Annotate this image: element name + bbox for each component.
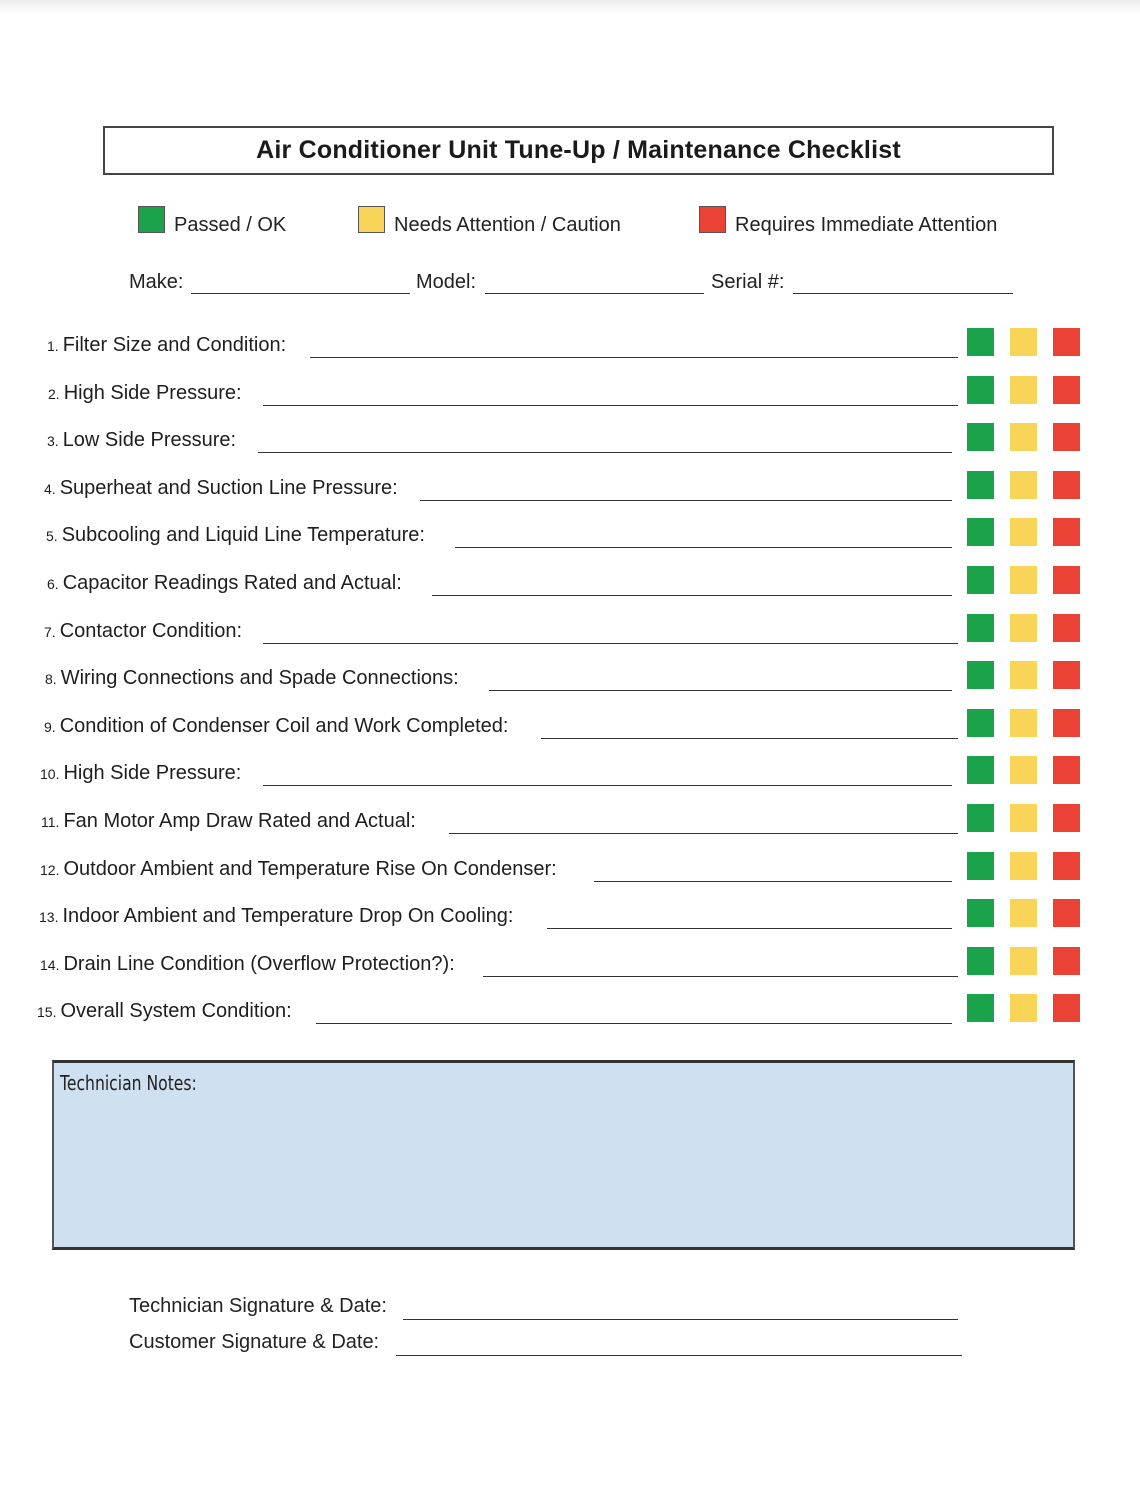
checklist-item-label bbox=[44, 477, 398, 500]
checklist-item-text: Fan Motor Amp Draw Rated and Actual: bbox=[63, 810, 416, 832]
customer-signature-field[interactable] bbox=[396, 1355, 962, 1356]
checklist-item-text: Wiring Connections and Spade Connections: bbox=[60, 667, 459, 689]
checklist-item-field[interactable] bbox=[489, 690, 952, 691]
checklist-item bbox=[0, 709, 1140, 743]
checklist-item-number: 1. bbox=[47, 338, 59, 354]
status-urgent-box[interactable] bbox=[1053, 994, 1080, 1022]
status-urgent-box[interactable] bbox=[1053, 852, 1080, 880]
status-caution-box[interactable] bbox=[1010, 661, 1037, 689]
checklist-item-number: 7. bbox=[44, 624, 56, 640]
status-caution-box[interactable] bbox=[1010, 947, 1037, 975]
legend-yellow-swatch bbox=[358, 206, 385, 233]
checklist-item-number: 11. bbox=[41, 814, 60, 830]
make-label: Make: bbox=[129, 271, 184, 293]
status-urgent-box[interactable] bbox=[1053, 614, 1080, 642]
checklist-item-text: Contactor Condition: bbox=[59, 620, 243, 642]
title-box bbox=[103, 126, 1054, 175]
checklist-item-number: 2. bbox=[48, 386, 60, 402]
checklist-item-field[interactable] bbox=[541, 738, 958, 739]
checklist-item-text: Indoor Ambient and Temperature Drop On Cooling: bbox=[62, 905, 514, 927]
status-urgent-box[interactable] bbox=[1053, 899, 1080, 927]
status-urgent-box[interactable] bbox=[1053, 947, 1080, 975]
checklist-item-field[interactable] bbox=[316, 1023, 952, 1024]
status-urgent-box[interactable] bbox=[1053, 328, 1080, 356]
status-passed-box[interactable] bbox=[967, 994, 994, 1022]
checklist-item-field[interactable] bbox=[455, 547, 952, 548]
status-urgent-box[interactable] bbox=[1053, 376, 1080, 404]
make-field[interactable] bbox=[191, 293, 410, 294]
status-urgent-box[interactable] bbox=[1053, 518, 1080, 546]
model-label: Model: bbox=[416, 271, 477, 293]
checklist-item-label bbox=[44, 620, 242, 643]
checklist-item-label bbox=[40, 762, 241, 785]
checklist-item-number: 15. bbox=[37, 1004, 57, 1020]
checklist-item-text: High Side Pressure: bbox=[63, 762, 242, 784]
checklist-item-label bbox=[47, 429, 236, 452]
legend-urgent-label: Requires Immediate Attention bbox=[735, 214, 998, 236]
checklist-item-text: Drain Line Condition (Overflow Protection?): bbox=[63, 953, 455, 975]
checklist-item-label bbox=[39, 905, 513, 928]
status-passed-box[interactable] bbox=[967, 328, 994, 356]
technician-signature-field[interactable] bbox=[403, 1319, 958, 1320]
checklist-item-text: Overall System Condition: bbox=[60, 1000, 292, 1022]
checklist-item-field[interactable] bbox=[449, 833, 958, 834]
checklist-item-label bbox=[48, 382, 242, 405]
checklist-item-number: 14. bbox=[40, 957, 60, 973]
checklist-item-field[interactable] bbox=[263, 405, 958, 406]
checklist-item-label bbox=[40, 953, 455, 976]
checklist-item bbox=[0, 423, 1140, 457]
status-passed-box[interactable] bbox=[967, 852, 994, 880]
technician-signature-row bbox=[0, 1295, 1140, 1325]
legend-caution-label: Needs Attention / Caution bbox=[394, 214, 621, 236]
checklist-item-field[interactable] bbox=[310, 357, 958, 358]
checklist-item bbox=[0, 994, 1140, 1028]
status-caution-box[interactable] bbox=[1010, 471, 1037, 499]
status-passed-box[interactable] bbox=[967, 804, 994, 832]
serial-label: Serial #: bbox=[711, 271, 785, 293]
status-urgent-box[interactable] bbox=[1053, 661, 1080, 689]
checklist-item-text: Capacitor Readings Rated and Actual: bbox=[62, 572, 402, 594]
status-passed-box[interactable] bbox=[967, 947, 994, 975]
checklist-item bbox=[0, 661, 1140, 695]
status-urgent-box[interactable] bbox=[1053, 423, 1080, 451]
status-passed-box[interactable] bbox=[967, 899, 994, 927]
legend-green-swatch bbox=[138, 206, 165, 233]
status-caution-box[interactable] bbox=[1010, 709, 1037, 737]
technician-notes-area[interactable] bbox=[52, 1060, 1075, 1250]
status-caution-box[interactable] bbox=[1010, 376, 1037, 404]
checklist-item-number: 5. bbox=[46, 528, 58, 544]
checklist-item bbox=[0, 376, 1140, 410]
checklist-item-label bbox=[41, 810, 416, 833]
status-caution-box[interactable] bbox=[1010, 804, 1037, 832]
checklist-item-text: Outdoor Ambient and Temperature Rise On Condenser: bbox=[63, 858, 557, 880]
checklist-item-number: 13. bbox=[39, 909, 59, 925]
status-passed-box[interactable] bbox=[967, 709, 994, 737]
checklist-item-label bbox=[44, 715, 508, 738]
status-caution-box[interactable] bbox=[1010, 423, 1037, 451]
checklist-item-field[interactable] bbox=[263, 643, 958, 644]
status-urgent-box[interactable] bbox=[1053, 471, 1080, 499]
customer-signature-label: Customer Signature & Date: bbox=[129, 1331, 380, 1353]
checklist-item-field[interactable] bbox=[594, 881, 952, 882]
checklist-item-label bbox=[37, 1000, 292, 1023]
checklist-item bbox=[0, 328, 1140, 362]
checklist-item-text: High Side Pressure: bbox=[63, 382, 242, 404]
status-passed-box[interactable] bbox=[967, 661, 994, 689]
checklist-item-field[interactable] bbox=[432, 595, 952, 596]
checklist-item-number: 4. bbox=[44, 481, 56, 497]
status-passed-box[interactable] bbox=[967, 566, 994, 594]
checklist-item-text: Superheat and Suction Line Pressure: bbox=[59, 477, 398, 499]
technician-notes-label: Technician Notes: bbox=[60, 1071, 197, 1095]
model-field[interactable] bbox=[485, 293, 704, 294]
checklist-item-label bbox=[47, 572, 402, 595]
status-passed-box[interactable] bbox=[967, 471, 994, 499]
status-caution-box[interactable] bbox=[1010, 566, 1037, 594]
checklist-item-number: 8. bbox=[45, 671, 57, 687]
status-passed-box[interactable] bbox=[967, 376, 994, 404]
checklist-item-number: 6. bbox=[47, 576, 59, 592]
legend-passed bbox=[138, 207, 286, 237]
checklist-item-field[interactable] bbox=[547, 928, 952, 929]
status-urgent-box[interactable] bbox=[1053, 756, 1080, 784]
checklist-item-number: 10. bbox=[40, 766, 60, 782]
checklist-item-text: Condition of Condenser Coil and Work Completed: bbox=[59, 715, 509, 737]
checklist-item-text: Low Side Pressure: bbox=[62, 429, 237, 451]
status-passed-box[interactable] bbox=[967, 423, 994, 451]
checklist-item-text: Filter Size and Condition: bbox=[62, 334, 287, 356]
checklist-item-number: 12. bbox=[40, 862, 60, 878]
status-caution-box[interactable] bbox=[1010, 756, 1037, 784]
checklist-item-field[interactable] bbox=[263, 785, 952, 786]
serial-field[interactable] bbox=[793, 293, 1013, 294]
checklist-item bbox=[0, 852, 1140, 886]
legend-passed-label: Passed / OK bbox=[174, 214, 287, 236]
checklist-item-label bbox=[47, 334, 286, 357]
status-urgent-box[interactable] bbox=[1053, 804, 1080, 832]
checklist-item-field[interactable] bbox=[483, 976, 958, 977]
checklist-item bbox=[0, 471, 1140, 505]
unit-info-row bbox=[0, 271, 1140, 301]
checklist-item bbox=[0, 899, 1140, 933]
status-caution-box[interactable] bbox=[1010, 518, 1037, 546]
legend-caution bbox=[358, 207, 621, 237]
status-passed-box[interactable] bbox=[967, 614, 994, 642]
checklist-item bbox=[0, 947, 1140, 981]
status-caution-box[interactable] bbox=[1010, 852, 1037, 880]
status-caution-box[interactable] bbox=[1010, 614, 1037, 642]
status-passed-box[interactable] bbox=[967, 756, 994, 784]
checklist-item-label bbox=[40, 858, 557, 881]
technician-signature-label: Technician Signature & Date: bbox=[129, 1295, 387, 1317]
checklist-item bbox=[0, 566, 1140, 600]
checklist-item bbox=[0, 804, 1140, 838]
checklist-item bbox=[0, 756, 1140, 790]
checklist-item-text: Subcooling and Liquid Line Temperature: bbox=[61, 524, 425, 546]
page-title: Air Conditioner Unit Tune-Up / Maintenance Checklist bbox=[256, 136, 901, 164]
checklist-item-field[interactable] bbox=[258, 452, 952, 453]
status-caution-box[interactable] bbox=[1010, 899, 1037, 927]
customer-signature-row bbox=[0, 1331, 1140, 1361]
page-top-shadow bbox=[0, 0, 1140, 14]
status-urgent-box[interactable] bbox=[1053, 709, 1080, 737]
checklist-item-field[interactable] bbox=[420, 500, 952, 501]
checklist-item-label bbox=[45, 667, 459, 690]
legend-urgent bbox=[699, 207, 997, 237]
checklist-item bbox=[0, 614, 1140, 648]
status-caution-box[interactable] bbox=[1010, 328, 1037, 356]
legend-red-swatch bbox=[699, 206, 726, 233]
status-caution-box[interactable] bbox=[1010, 994, 1037, 1022]
checklist-item-number: 9. bbox=[44, 719, 56, 735]
checklist-item bbox=[0, 518, 1140, 552]
checklist-item-label bbox=[46, 524, 425, 547]
status-urgent-box[interactable] bbox=[1053, 566, 1080, 594]
checklist-item-number: 3. bbox=[47, 433, 59, 449]
status-passed-box[interactable] bbox=[967, 518, 994, 546]
